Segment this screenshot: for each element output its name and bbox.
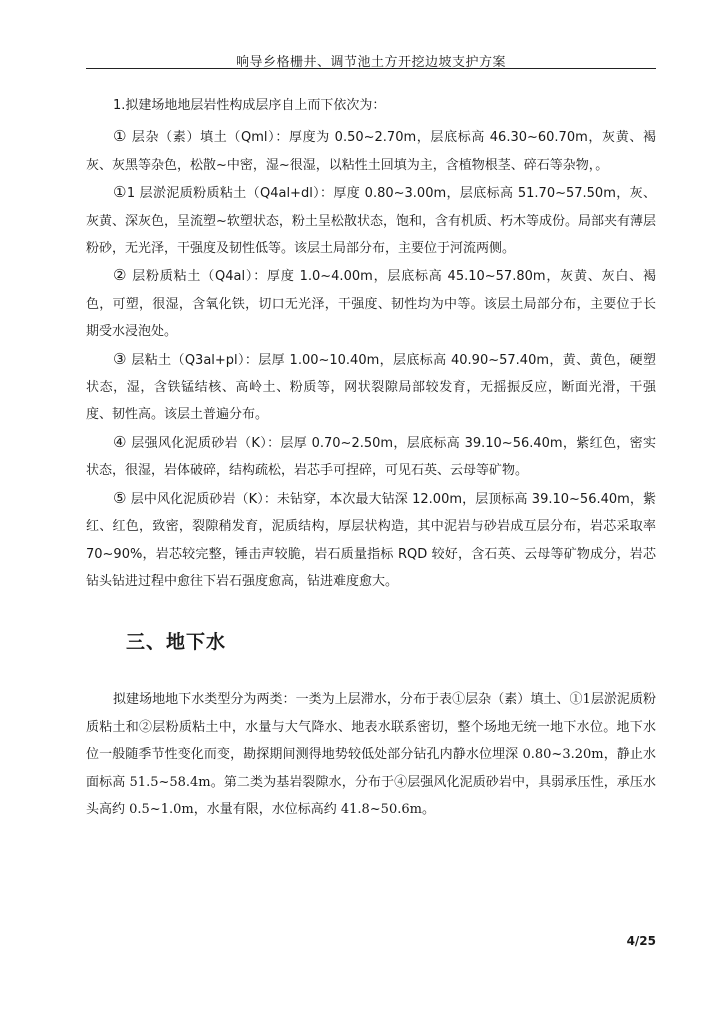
layer-1-1-text: 1 层淤泥质粉质粘土（Q4al+dl）：厚度 0.80~3.00m，层底标高 51.70~57.50m，灰、灰黄、深灰色，呈流塑~软塑状态，粉土呈松散状态，饱和，含有机质、朽木等成份。局部夹有薄层粉砂，无光泽，干强度及韧性低等。该层土局部分布，主要位于河流两侧。: [86, 186, 656, 257]
layer-4-marker: ④: [113, 432, 127, 451]
layer-4-text: 层强风化泥质砂岩（K）：层厚 0.70~2.50m，层底标高 39.10~56.40m，紫红色，密实状态，很湿，岩体破碎，结构疏松，岩芯手可捏碎，可见石英、云母等矿物。: [86, 435, 656, 479]
layer-2-text: 层粉质粘土（Q4al）：厚度 1.0~4.00m，层底标高 45.10~57.80m，灰黄、灰白、褐色，可塑，很湿，含氧化铁，切口无光泽，干强度、韧性均为中等。该层土局部分布，主要位于长期受水浸泡处。: [86, 269, 656, 340]
layer-5-text: 层中风化泥质砂岩（K）：未钻穿，本次最大钻深 12.00m，层顶标高 39.10~56.40m，紫红、红色，致密，裂隙稍发育，泥质结构，厚层状构造，其中泥岩与砂岩成互层分布，岩芯采取率 70~90%，岩芯较完整，锤击声较脆，岩石质量指标 RQD 较好，含石英、云母等矿物成分，岩芯钻头钻进过程中愈往下岩石强度愈高，钻进难度愈大。: [86, 491, 656, 589]
layer-3-paragraph: [86, 346, 656, 429]
running-header-title: 响导乡格栅井、调节池土方开挖边坡支护方案: [235, 55, 506, 70]
groundwater-paragraph: 拟建场地地下水类型分为两类：一类为上层滞水，分布于表①层杂（素）填土、①1层淤泥质粉质粘土和②层粉质粘土中，水量与大气降水、地表水联系密切，整个场地无统一地下水位。地下水位一般随季节性变化而变，勘探期间测得地势较低处部分钻孔内静水位埋深 0.80~3.20m，静止水面标高 51.5~58.4m。第二类为基岩裂隙水，分布于④层强风化泥质砂岩中，具弱承压性，承压水头高约 0.5~1.0m，水量有限，水位标高约 41.8~50.6m。: [86, 692, 656, 817]
layer-1-paragraph: [86, 123, 656, 179]
layer-3-marker: ③: [113, 349, 127, 368]
section-heading-groundwater: 三、地下水: [126, 631, 227, 654]
page-number: 4/25: [626, 934, 656, 948]
layer-3-text: 层粘土（Q3al+pl）：层厚 1.00~10.40m，层底标高 40.90~57.40m，黄、黄色，硬塑状态，湿，含铁锰结核、高岭土、粉质等，网状裂隙局部较发育，无摇振反应，断面光滑，干强度、韧性高。该层土普遍分布。: [86, 352, 656, 423]
layer-2-marker: ②: [113, 266, 128, 285]
page-body: [86, 92, 656, 823]
header-divider: [86, 68, 656, 69]
layer-1-1-paragraph: [86, 179, 656, 262]
layer-2-paragraph: [86, 262, 656, 345]
layer-1-marker: ①: [113, 127, 128, 146]
layer-5-marker: ⑤: [113, 488, 127, 507]
layer-1-text: 层杂（素）填土（Qml）：厚度为 0.50~2.70m，层底标高 46.30~60.70m，灰黄、褐灰、灰黑等杂色，松散~中密，湿~很湿，以粘性土回填为主，含植物根茎、碎石等杂物，。: [86, 130, 656, 173]
strata-intro: 1.拟建场地地层岩性构成层序自上而下依次为：: [113, 98, 386, 113]
layer-1-1-marker: ①: [113, 183, 127, 202]
layer-4-paragraph: [86, 429, 656, 485]
layer-5-paragraph: [86, 485, 656, 596]
